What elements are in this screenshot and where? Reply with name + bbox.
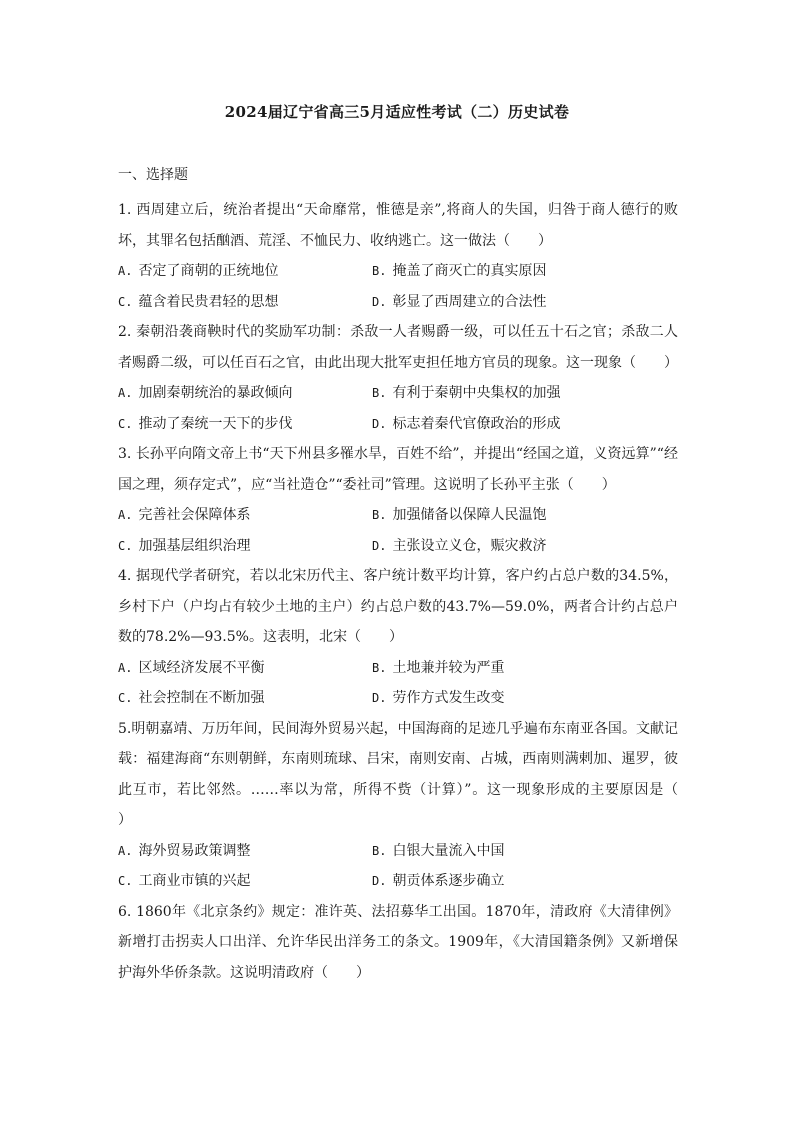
question-4 (118, 561, 678, 714)
question-stem: 3. 长孙平向隋文帝上书“天下州县多罹水旱，百姓不给”，并提出“经国之道，义资远算”“经国之理，须存定式”，应“当社造仓”“委社司”管理。这说明了长孙平主张（ ） (118, 446, 678, 493)
question-1 (118, 195, 678, 317)
option-label: C. (118, 416, 133, 431)
option-text: 有利于秦朝中央集权的加强 (392, 385, 561, 401)
option-a (118, 256, 372, 287)
question-options (118, 378, 678, 439)
option-text: 否定了商朝的正统地位 (138, 263, 279, 279)
option-text: 社会控制在不断加强 (138, 690, 265, 706)
option-text: 加强基层组织治理 (138, 537, 251, 554)
question-stem: 6. 1860年《北京条约》规定：准许英、法招募华工出国。1870年，清政府《大清律例》新增打击拐卖人口出洋、允许华民出洋务工的条文。1909年，《大清国籍条例》又新增保护海外华侨条款。这说明清政府（ ） (118, 903, 678, 981)
option-b (372, 653, 678, 684)
option-label: A. (118, 508, 133, 522)
option-b (372, 256, 678, 287)
option-text: 白银大量流入中国 (392, 842, 505, 859)
option-text: 加剧秦朝统治的暴政倾向 (138, 385, 293, 401)
option-text: 区域经济发展不平衡 (138, 659, 265, 676)
option-label: B. (372, 660, 387, 675)
option-d (372, 683, 678, 714)
question-options (118, 500, 678, 561)
question-options (118, 836, 678, 897)
option-c (118, 287, 372, 318)
option-text: 朝贡体系逐步确立 (392, 873, 505, 889)
option-label: D. (372, 416, 387, 431)
option-a (118, 836, 372, 867)
option-b (372, 500, 678, 531)
option-label: B. (372, 386, 387, 400)
question-stem: 2. 秦朝沿袭商鞅时代的奖励军功制：杀敌一人者赐爵一级，可以任五十石之官；杀敌二人者赐爵二级，可以任百石之官，由此出现大批军吏担任地方官员的现象。这一现象（ ） (118, 324, 678, 371)
exam-content (118, 164, 706, 988)
option-d (372, 409, 678, 440)
question-6 (118, 897, 678, 989)
question-options (118, 653, 678, 714)
section-heading: 一、选择题 (118, 167, 188, 183)
option-d (372, 287, 678, 318)
option-c (118, 531, 372, 562)
option-text: 标志着秦代官僚政治的形成 (392, 415, 561, 432)
option-text: 劳作方式发生改变 (392, 690, 505, 706)
option-c (118, 683, 372, 714)
option-label: B. (372, 264, 387, 278)
option-d (372, 531, 678, 562)
question-2 (118, 317, 678, 439)
option-text: 彰显了西周建立的合法性 (392, 293, 547, 310)
option-text: 掩盖了商灭亡的真实原因 (392, 263, 547, 279)
option-text: 海外贸易政策调整 (138, 842, 251, 859)
question-stem: 4. 据现代学者研究，若以北宋历代主、客户统计数平均计算，客户约占总户数的34.5%，乡村下户（户均占有较少土地的主户）约占总户数的43.7%—59.0%，两者合计约占总户数的78.2%—93.5%。这表明，北宋（ ） (118, 568, 678, 645)
option-text: 蕴含着民贵君轻的思想 (138, 293, 279, 310)
option-b (372, 378, 678, 409)
option-d (372, 866, 678, 897)
option-a (118, 500, 372, 531)
option-label: B. (372, 508, 387, 522)
option-label: D. (372, 294, 387, 309)
option-label: A. (118, 386, 133, 400)
option-c (118, 409, 372, 440)
option-text: 主张设立义仓，赈灾救济 (392, 537, 547, 554)
option-label: D. (372, 538, 387, 553)
option-label: C. (118, 691, 133, 705)
exam-title: 2024届辽宁省高三5月适应性考试（二）历史试卷 (224, 103, 570, 121)
option-label: A. (118, 264, 133, 278)
option-label: D. (372, 691, 387, 705)
option-label: D. (372, 874, 387, 888)
option-a (118, 378, 372, 409)
option-text: 土地兼并较为严重 (392, 659, 505, 676)
option-label: C. (118, 874, 133, 888)
question-3 (118, 439, 678, 561)
question-stem: 1. 西周建立后，统治者提出“天命靡常，惟德是亲”,将商人的失国，归咎于商人德行的败坏，其罪名包括酗酒、荒淫、不恤民力、收纳逃亡。这一做法（ ） (118, 202, 678, 249)
option-b (372, 836, 678, 867)
option-text: 工商业市镇的兴起 (138, 873, 251, 889)
option-label: C. (118, 294, 133, 309)
option-text: 加强储备以保障人民温饱 (392, 507, 547, 523)
option-text: 推动了秦统一天下的步伐 (138, 415, 293, 432)
option-text: 完善社会保障体系 (138, 507, 251, 523)
question-stem: 5.明朝嘉靖、万历年间，民间海外贸易兴起，中国海商的足迹几乎遍布东南亚各国。文献记载：福建海商“东则朝鲜，东南则琉球、吕宋，南则安南、占城，西南则满剌加、暹罗，彼此互市，若比邻然。……率以为常，所得不赀（计算）”。这一现象形成的主要原因是（ ） (118, 720, 706, 828)
option-label: A. (118, 843, 133, 858)
question-options (118, 256, 678, 317)
option-label: C. (118, 538, 133, 553)
question-5 (118, 714, 706, 897)
option-label: A. (118, 660, 133, 675)
option-c (118, 866, 372, 897)
option-a (118, 653, 372, 684)
option-label: B. (372, 843, 387, 858)
